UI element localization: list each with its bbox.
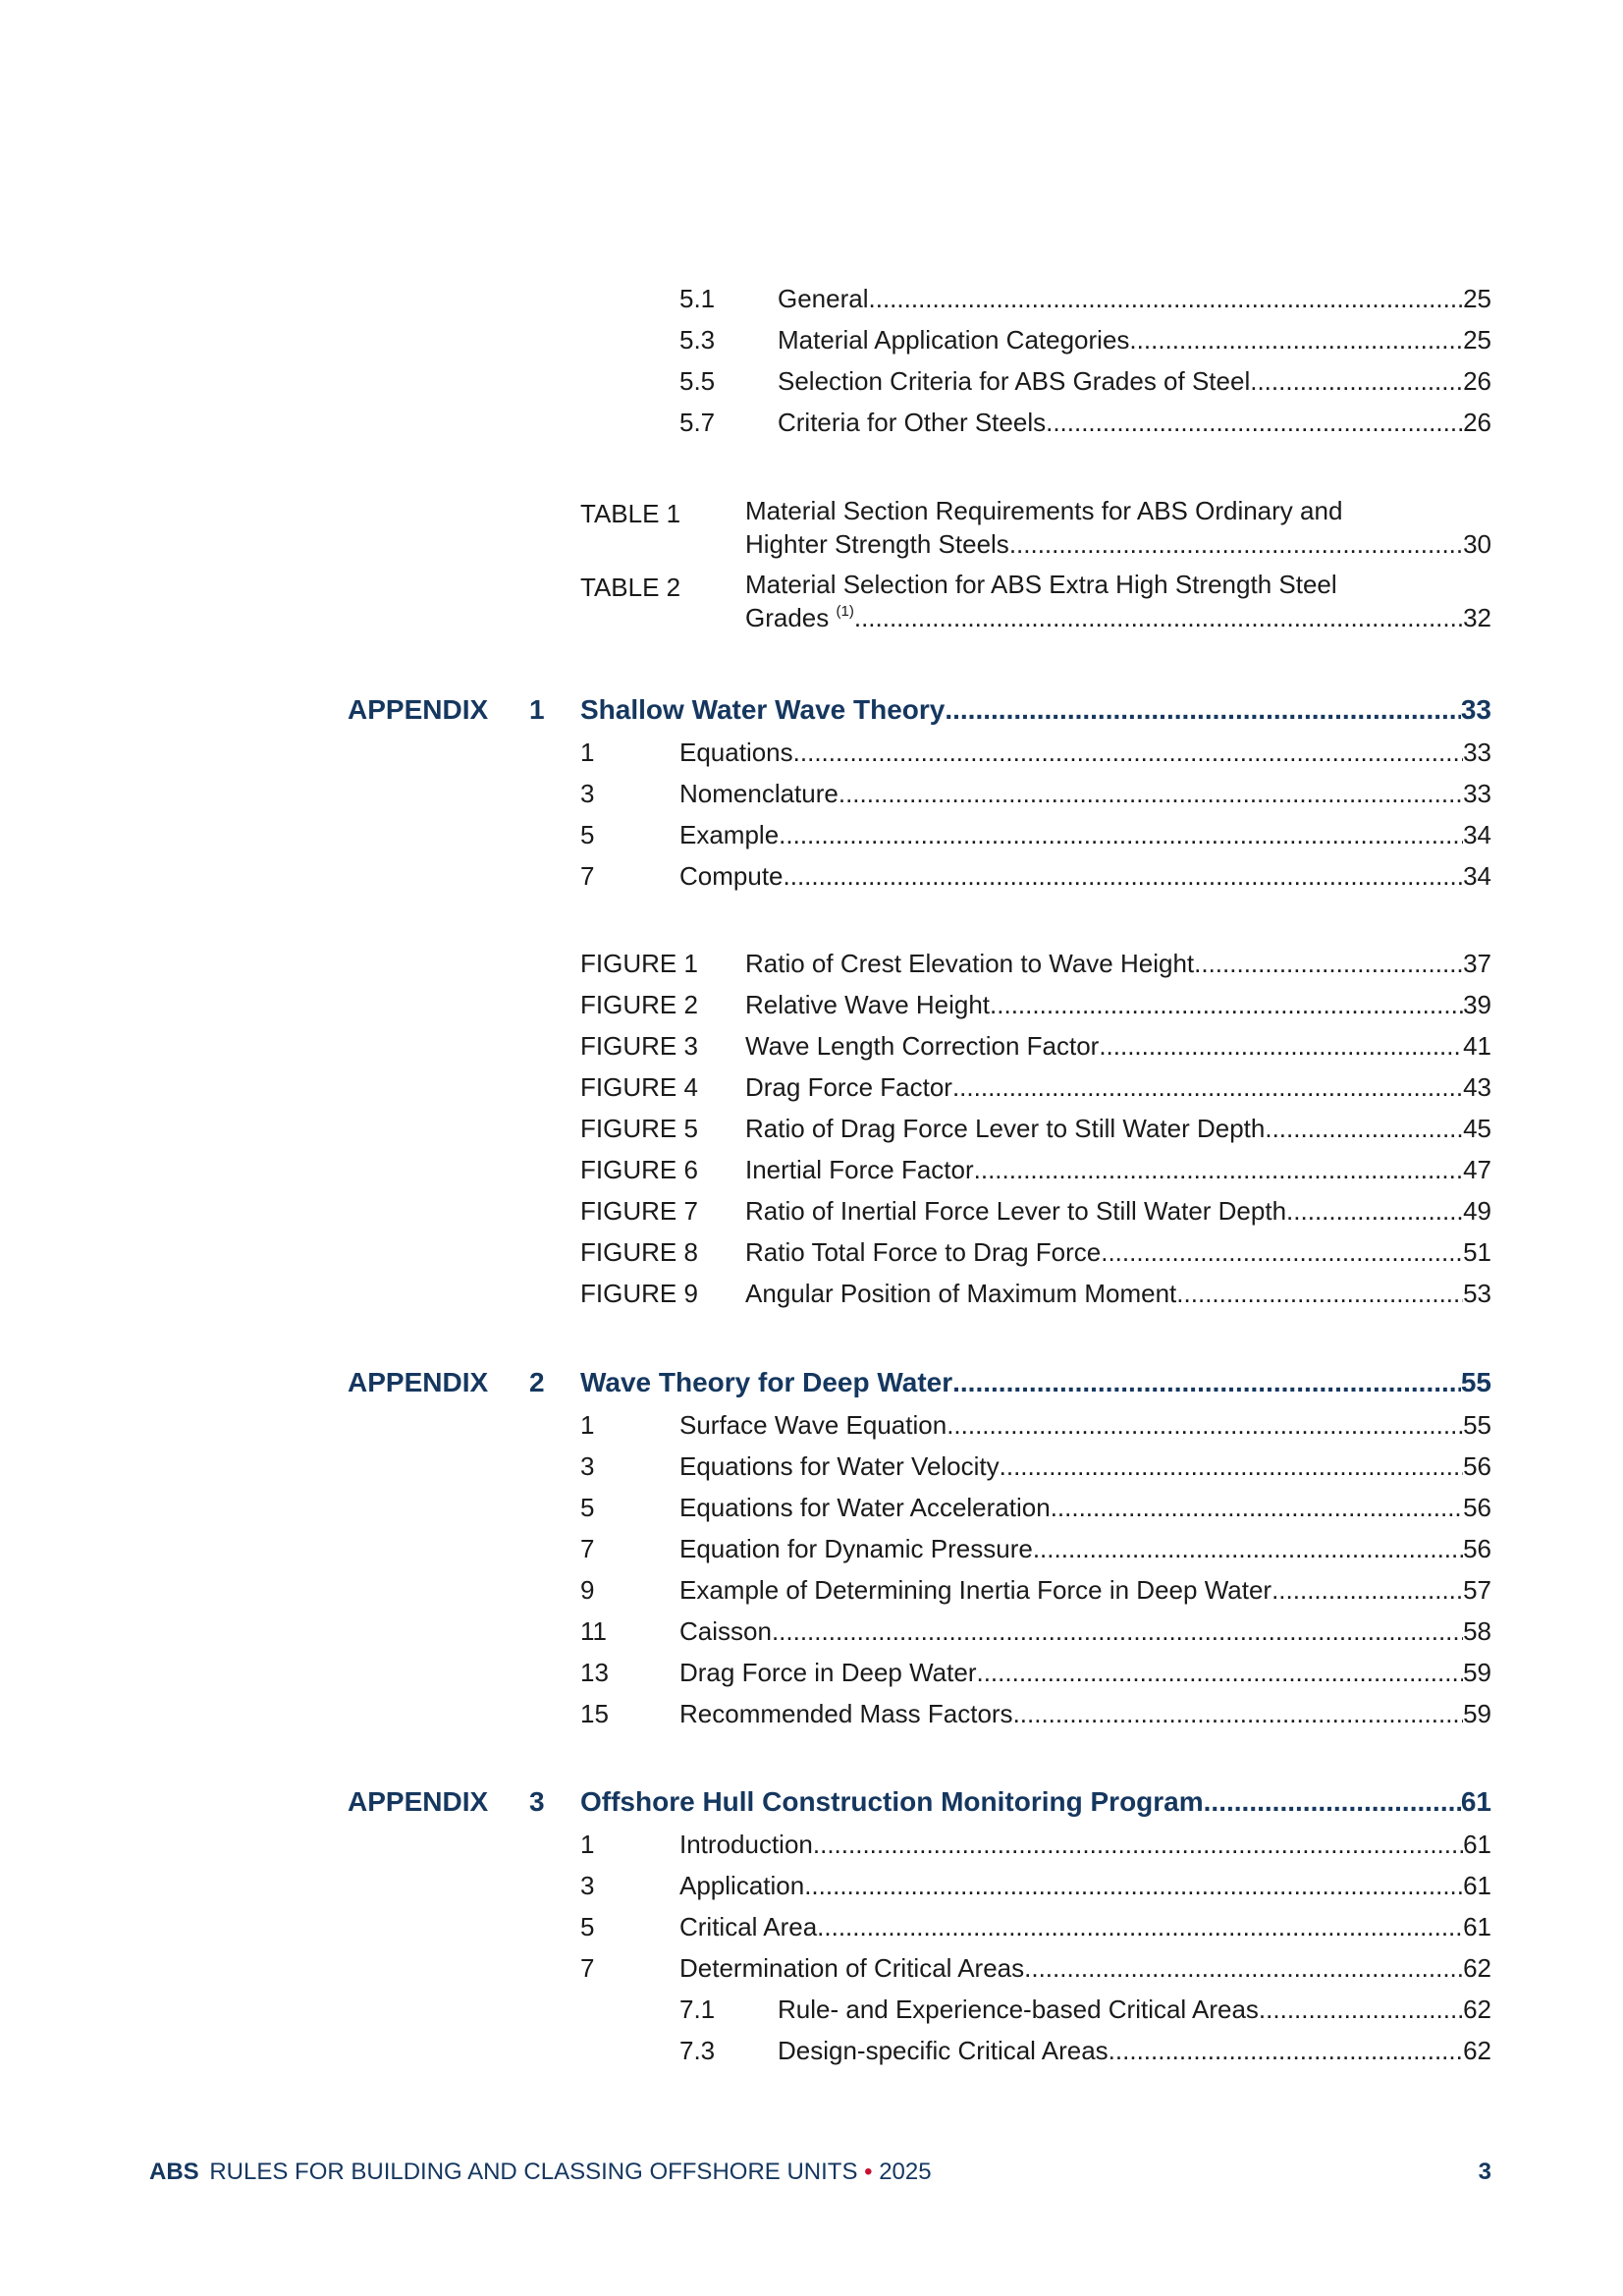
figure-title: Wave Length Correction Factor [745, 1031, 1100, 1061]
table-title-line1: Material Selection for ABS Extra High Strength Steel [745, 570, 1337, 599]
entry-page: 26 [1463, 366, 1491, 396]
entry-page: 41 [1463, 1031, 1491, 1061]
table-title-line2: Highter Strength Steels [745, 529, 1009, 559]
entry-number: 3 [580, 1871, 595, 1900]
dot-leader [1033, 1529, 1463, 1568]
entry-page: 51 [1463, 1237, 1491, 1267]
dot-leader [1176, 1274, 1463, 1313]
appendix-label: APPENDIX [348, 1786, 489, 1817]
dot-leader [976, 1653, 1463, 1692]
entry-number: 7.1 [679, 1995, 716, 2024]
entry-number: 5.3 [679, 325, 716, 355]
figure-title: Ratio of Inertial Force Lever to Still Water Depth [745, 1196, 1287, 1226]
appendix-number: 3 [529, 1786, 545, 1817]
entry-title: Equations for Water Acceleration [679, 1493, 1051, 1522]
figure-label: FIGURE 7 [580, 1196, 698, 1226]
figure-title: Ratio Total Force to Drag Force [745, 1237, 1102, 1267]
entry-number: 3 [580, 779, 595, 808]
entry-number: 11 [580, 1616, 607, 1646]
entry-number: 7 [580, 1534, 595, 1563]
dot-leader [854, 601, 1463, 634]
appendix-page: 61 [1460, 1786, 1491, 1817]
entry-title: Surface Wave Equation [679, 1410, 947, 1440]
figure-label: FIGURE 9 [580, 1279, 698, 1308]
entry-page: 30 [1463, 529, 1491, 559]
entry-title: Rule- and Experience-based Critical Areas [778, 1995, 1259, 2024]
entry-page: 62 [1463, 1953, 1491, 1983]
figure-title: Ratio of Crest Elevation to Wave Height [745, 949, 1195, 978]
entry-title: Criteria for Other Steels [778, 408, 1047, 437]
table-title-line1: Material Section Requirements for ABS Ordinary and [745, 496, 1343, 525]
entry-number: 1 [580, 1410, 595, 1440]
figure-label: FIGURE 5 [580, 1114, 698, 1143]
dot-leader [784, 856, 1464, 896]
entry-page: 34 [1463, 820, 1491, 849]
entry-title: Critical Area [679, 1912, 818, 1941]
dot-leader [1013, 1694, 1464, 1733]
entry-title: Caisson [679, 1616, 772, 1646]
entry-page: 49 [1463, 1196, 1491, 1226]
entry-page: 33 [1463, 738, 1491, 767]
figure-label: FIGURE 6 [580, 1155, 698, 1184]
dot-leader [793, 733, 1463, 772]
entry-page: 56 [1463, 1451, 1491, 1481]
footer-text: RULES FOR BUILDING AND CLASSING OFFSHORE UNITS [209, 2159, 858, 2185]
entry-title: Drag Force in Deep Water [679, 1658, 977, 1687]
entry-page: 61 [1463, 1830, 1491, 1859]
entry-page: 43 [1463, 1072, 1491, 1102]
entry-page: 26 [1463, 408, 1491, 437]
page-footer [149, 2156, 1491, 2189]
entry-title: Example [679, 820, 780, 849]
entry-page: 62 [1463, 2036, 1491, 2065]
entry-page: 25 [1463, 284, 1491, 313]
dot-leader [952, 1067, 1463, 1107]
entry-number: 7 [580, 1953, 595, 1983]
entry-page: 57 [1463, 1575, 1491, 1605]
entry-number: 7 [580, 861, 595, 891]
dot-leader [945, 689, 1461, 731]
dot-leader [947, 1405, 1463, 1445]
figure-title: Inertial Force Factor [745, 1155, 974, 1184]
dot-leader [1129, 320, 1463, 359]
dot-leader [779, 815, 1463, 854]
dot-leader [1204, 1781, 1461, 1823]
toc-table-2[interactable] [580, 568, 1491, 640]
dot-leader [990, 985, 1463, 1024]
footnote-marker: (1) [836, 603, 854, 620]
entry-title: Nomenclature [679, 779, 839, 808]
entry-title: Equation for Dynamic Pressure [679, 1534, 1033, 1563]
entry-number: 5 [580, 1912, 595, 1941]
dot-leader [1009, 527, 1463, 561]
appendix-page: 55 [1460, 1367, 1491, 1397]
dot-leader [1000, 1447, 1463, 1486]
entry-number: 13 [580, 1658, 609, 1687]
appendix-title: Shallow Water Wave Theory [580, 694, 946, 725]
entry-title: Determination of Critical Areas [679, 1953, 1025, 1983]
entry-title: Material Application Categories [778, 325, 1130, 355]
dot-leader [813, 1825, 1463, 1864]
entry-page: 33 [1463, 779, 1491, 808]
appendix-number: 2 [529, 1367, 545, 1397]
entry-title: Equations [679, 738, 793, 767]
dot-leader [1024, 1948, 1463, 1988]
entry-number: 1 [580, 1830, 595, 1859]
dot-leader [1259, 1990, 1463, 2029]
footer-title [149, 2156, 932, 2189]
entry-number: 5 [580, 820, 595, 849]
entry-number: 3 [580, 1451, 595, 1481]
dot-leader [772, 1612, 1463, 1651]
entry-number: 7.3 [679, 2036, 716, 2065]
entry-title: Application [679, 1871, 805, 1900]
entry-number: 15 [580, 1699, 609, 1728]
dot-leader [1265, 1109, 1463, 1148]
table-label: TABLE 2 [580, 573, 681, 602]
entry-page: 56 [1463, 1534, 1491, 1563]
entry-page: 45 [1463, 1114, 1491, 1143]
toc-table-1[interactable] [580, 494, 1491, 567]
footer-bullet: • [864, 2159, 873, 2185]
entry-page: 47 [1463, 1155, 1491, 1184]
entry-page: 39 [1463, 990, 1491, 1019]
dot-leader [974, 1150, 1463, 1189]
entry-page: 61 [1463, 1912, 1491, 1941]
dot-leader [1101, 1232, 1463, 1272]
appendix-number: 1 [529, 694, 545, 725]
entry-page: 61 [1463, 1871, 1491, 1900]
dot-leader [817, 1907, 1463, 1946]
dot-leader [1051, 1488, 1463, 1527]
dot-leader [1046, 403, 1463, 442]
entry-page: 53 [1463, 1279, 1491, 1308]
dot-leader [1271, 1570, 1463, 1610]
dot-leader [1194, 944, 1463, 983]
entry-page: 37 [1463, 949, 1491, 978]
entry-page: 59 [1463, 1658, 1491, 1687]
entry-number: 5 [580, 1493, 595, 1522]
page-number: 3 [1478, 2159, 1491, 2185]
figure-label: FIGURE 4 [580, 1072, 698, 1102]
appendix-page: 33 [1460, 694, 1491, 725]
dot-leader [1250, 361, 1463, 401]
figure-title: Ratio of Drag Force Lever to Still Water Depth [745, 1114, 1266, 1143]
entry-page: 59 [1463, 1699, 1491, 1728]
figure-title: Angular Position of Maximum Moment [745, 1279, 1177, 1308]
entry-title: Equations for Water Velocity [679, 1451, 1000, 1481]
entry-title: Example of Determining Inertia Force in Deep Water [679, 1575, 1272, 1605]
entry-title: General [778, 284, 869, 313]
dot-leader [952, 1362, 1461, 1403]
entry-title: Design-specific Critical Areas [778, 2036, 1109, 2065]
entry-page: 55 [1463, 1410, 1491, 1440]
appendix-label: APPENDIX [348, 1367, 489, 1397]
figure-label: FIGURE 8 [580, 1237, 698, 1267]
figure-label: FIGURE 3 [580, 1031, 698, 1061]
entry-number: 5.5 [679, 366, 716, 396]
dot-leader [1099, 1026, 1463, 1066]
entry-page: 62 [1463, 1995, 1491, 2024]
entry-page: 25 [1463, 325, 1491, 355]
appendix-title: Wave Theory for Deep Water [580, 1367, 953, 1397]
dot-leader [869, 279, 1464, 318]
entry-title: Compute [679, 861, 784, 891]
entry-page: 58 [1463, 1616, 1491, 1646]
entry-number: 5.7 [679, 408, 716, 437]
footer-year: 2025 [879, 2159, 932, 2185]
table-label: TABLE 1 [580, 499, 681, 528]
entry-title: Introduction [679, 1830, 813, 1859]
dot-leader [804, 1866, 1463, 1905]
table-title-line2: Grades [745, 603, 837, 632]
entry-title: Recommended Mass Factors [679, 1699, 1013, 1728]
figure-label: FIGURE 2 [580, 990, 698, 1019]
entry-number: 9 [580, 1575, 595, 1605]
figure-label: FIGURE 1 [580, 949, 698, 978]
entry-page: 34 [1463, 861, 1491, 891]
dot-leader [839, 774, 1463, 813]
entry-page: 56 [1463, 1493, 1491, 1522]
figure-title: Drag Force Factor [745, 1072, 952, 1102]
entry-number: 5.1 [679, 284, 716, 313]
dot-leader [1286, 1191, 1463, 1230]
entry-title: Selection Criteria for ABS Grades of Steel [778, 366, 1251, 396]
dot-leader [1109, 2031, 1463, 2070]
figure-title: Relative Wave Height [745, 990, 991, 1019]
footer-brand: ABS [149, 2159, 199, 2185]
entry-page: 32 [1463, 603, 1491, 632]
appendix-label: APPENDIX [348, 694, 489, 725]
entry-number: 1 [580, 738, 595, 767]
appendix-title: Offshore Hull Construction Monitoring Program [580, 1786, 1204, 1817]
